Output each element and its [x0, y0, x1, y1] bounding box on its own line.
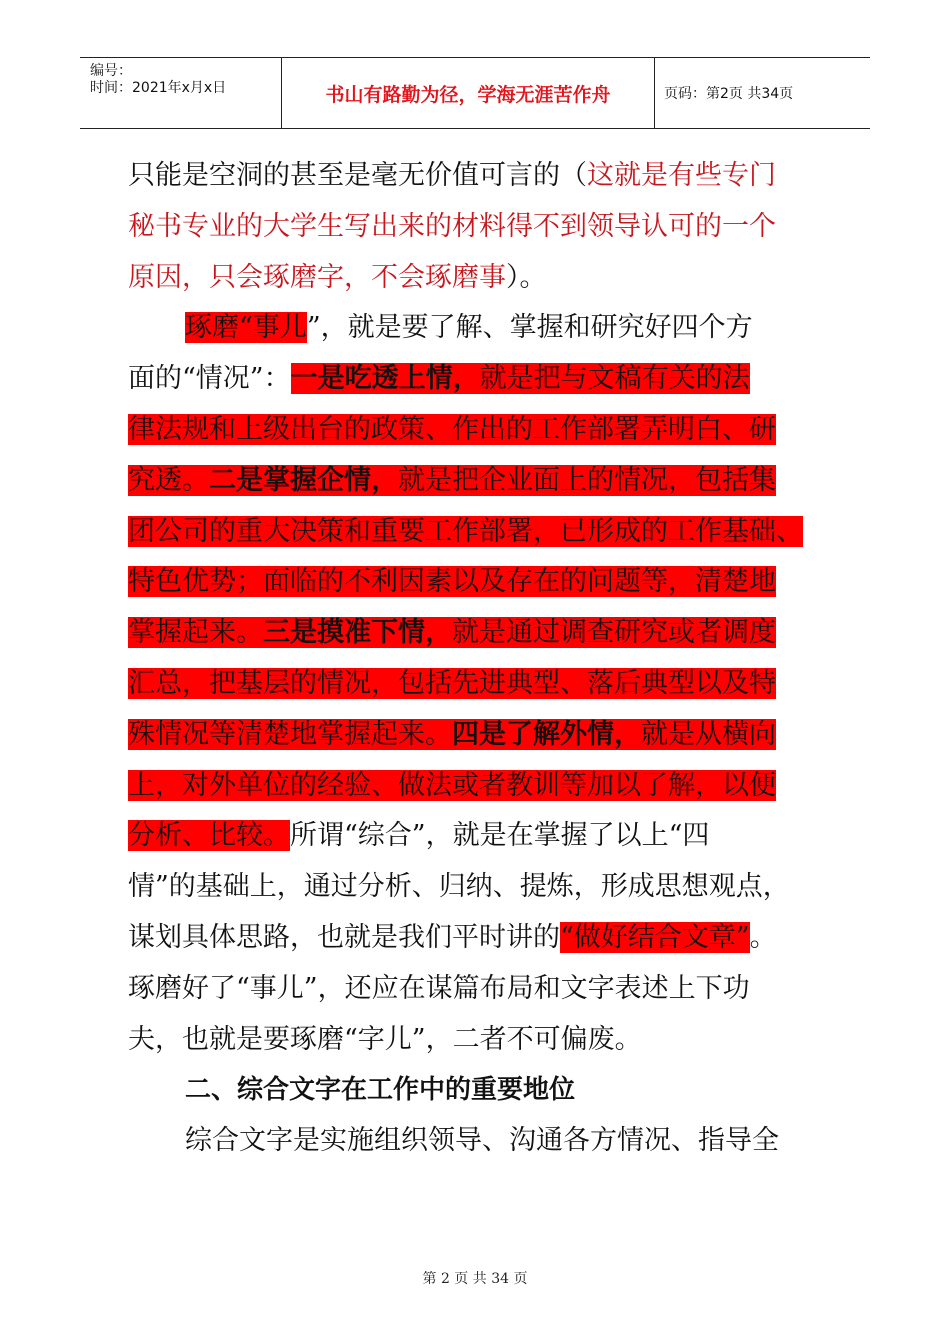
text-line	[128, 151, 828, 202]
text-line	[128, 557, 828, 608]
highlighted-run: 就是从横向	[641, 718, 776, 750]
text-line: 夫，也就是要琢磨“字儿”，二者不可偏废。	[128, 1023, 642, 1055]
highlighted-run: 掌握起来。	[128, 617, 263, 649]
text-line	[128, 608, 828, 659]
text-run: 谋划具体思路，也就是我们平时讲的	[128, 921, 560, 953]
text-line	[128, 456, 828, 507]
text-line	[128, 507, 828, 558]
highlighted-run: 就是把与文稿有关的法	[479, 363, 750, 395]
text-run: 面的“情况”：	[128, 363, 291, 395]
text-line	[128, 761, 828, 812]
text-run: ）。	[506, 261, 547, 293]
page-header	[80, 57, 870, 129]
red-text-run: 这就是有些专门	[587, 160, 776, 191]
highlighted-run: 分析、比较。	[128, 820, 290, 852]
text-line	[128, 710, 828, 761]
text-line	[128, 659, 828, 710]
highlighted-run: 律法规和上级出台的政策、作出的工作部署弄明白、研	[128, 413, 776, 445]
document-body	[128, 151, 828, 1167]
header-meta-cell	[80, 58, 281, 128]
highlighted-run: 就是把企业面上的情况，包括集	[398, 464, 776, 496]
page-footer: 第 2 页 共 34 页	[422, 1271, 528, 1287]
highlighted-bold-run: 二是掌握企情，	[209, 464, 398, 496]
text-run: 。	[749, 921, 777, 953]
text-line	[128, 811, 828, 862]
text-run: 只能是空洞的甚至是毫无价值可言的（	[128, 160, 587, 191]
section-heading: 二、综合文字在工作中的重要地位	[185, 1075, 576, 1106]
highlighted-run: 上，对外单位的经验、做法或者教训等加以了解，以便	[128, 769, 776, 801]
highlighted-run: 琢磨“事儿	[185, 312, 307, 344]
text-line	[128, 354, 828, 405]
red-text-run: 原因，只会琢磨字，不会琢磨事	[128, 261, 506, 293]
text-line: 情”的基础上，通过分析、归纳、提炼，形成思想观点，	[128, 871, 790, 903]
highlighted-bold-run: 四是了解外情，	[452, 718, 641, 750]
highlighted-run: 就是通过调查研究或者调度	[452, 617, 776, 649]
highlighted-run: 团公司的重大决策和重要工作部署，已形成的工作基础、	[128, 515, 803, 547]
number-label: 编号：	[90, 63, 132, 79]
header-page-label: 页码：第2页 共34页	[664, 86, 794, 102]
text-line	[128, 913, 828, 964]
text-line: 琢磨好了“事儿”，还应在谋篇布局和文字表述上下功	[128, 972, 750, 1004]
highlighted-run: 特色优势；面临的不利因素以及存在的问题等，清楚地	[128, 566, 776, 598]
highlighted-bold-run: 一是吃透上情，	[290, 363, 480, 395]
text-line	[128, 303, 828, 354]
text-run: ”，就是要了解、掌握和研究好四个方	[306, 312, 753, 344]
text-line	[128, 405, 828, 456]
highlighted-run: 汇总，把基层的情况，包括先进典型、落后典型以及特	[128, 667, 776, 699]
header-motto: 书山有路勤为径，学海无涯苦作舟	[281, 58, 655, 128]
highlighted-bold-run: 三是摸准下情，	[263, 617, 452, 649]
highlighted-run: “做好结合文章”	[560, 921, 750, 953]
text-run: 所谓“综合”，就是在掌握了以上“四	[290, 820, 710, 852]
highlighted-run: 究透。	[128, 464, 209, 496]
text-line: 秘书专业的大学生写出来的材料得不到领导认可的一个	[128, 210, 776, 242]
text-line	[128, 253, 828, 304]
time-label: 时间：2021年x月x日	[90, 80, 227, 96]
text-line: 综合文字是实施组织领导、沟通各方情况、指导全	[185, 1125, 779, 1157]
highlighted-run: 殊情况等清楚地掌握起来。	[128, 718, 452, 750]
